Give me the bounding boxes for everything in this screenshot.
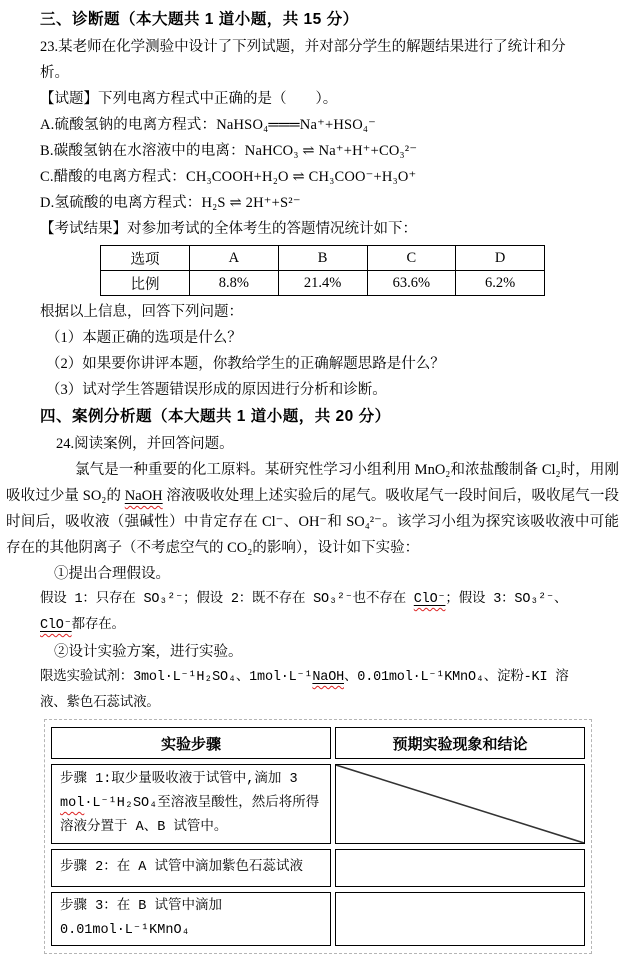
stats-header-cell: D bbox=[456, 246, 545, 271]
stats-value-row bbox=[101, 271, 545, 296]
underlined-term bbox=[414, 592, 446, 607]
exam-result-caption: 【考试结果】对参加考试的全体考生的答题情况统计如下： bbox=[40, 221, 417, 237]
diagonal-blank-cell bbox=[335, 764, 585, 844]
step-2-cell: 步骤 2：在 A 试管中滴加紫色石蕊试液 bbox=[51, 849, 331, 887]
spellcheck-naoh: NaOH bbox=[312, 670, 344, 685]
case-paragraph bbox=[6, 457, 619, 561]
spellcheck-mol: mol bbox=[60, 796, 85, 811]
expected-results-header: 预期实验现象和结论 bbox=[335, 727, 585, 759]
stats-value-cell: 21.4% bbox=[278, 271, 367, 296]
option-c: C.醋酸的电离方程式：CH₃COOH+H₂O ⇌ CH₃COO⁻+H₃O⁺ bbox=[40, 169, 417, 185]
experiment-table-wrapper bbox=[44, 719, 592, 954]
option-d: D.氢硫酸的电离方程式：H₂S ⇌ 2H⁺+S²⁻ bbox=[40, 195, 301, 211]
stats-value-cell: 8.8% bbox=[190, 271, 279, 296]
answer-stats-table bbox=[100, 245, 545, 296]
hypothesis-text: 都存在。 bbox=[71, 618, 125, 633]
stats-value-cell: 比例 bbox=[101, 271, 190, 296]
step-1-cell bbox=[51, 764, 331, 844]
experiment-row-1 bbox=[51, 764, 585, 844]
case-text: 溶液吸收处理上述实验后的尾气。吸收尾气一段时间后，吸收尾气一段时间后，吸收液（强碱性）中肯定存在 Cl⁻、OH⁻和 SO₄²⁻。该学习小组为探究该吸收液中可能存在的其他阴离子（不考虑空气的 CO₂的影响），设计如下实验： bbox=[6, 488, 619, 556]
underlined-term bbox=[312, 670, 344, 685]
experiment-row-3 bbox=[51, 892, 585, 946]
stats-header-cell: B bbox=[278, 246, 367, 271]
option-a: A.硫酸氢钠的电离方程式：NaHSO₄═══Na⁺+HSO₄⁻ bbox=[40, 117, 377, 133]
reagents-text: 限选实验试剂：3mol·L⁻¹H₂SO₄、1mol·L⁻¹ bbox=[40, 670, 313, 685]
question-24-intro: 24.阅读案例，并回答问题。 bbox=[56, 436, 234, 452]
blank-result-cell bbox=[335, 892, 585, 946]
diagonal-line bbox=[336, 765, 584, 843]
underlined-term bbox=[125, 488, 163, 504]
sub-question-2: （2）如果要你讲评本题，你教给学生的正确解题思路是什么？ bbox=[46, 356, 445, 372]
stats-header-cell: A bbox=[190, 246, 279, 271]
option-b: B.碳酸氢钠在水溶液中的电离：NaHCO₃ ⇌ Na⁺+H⁺+CO₃²⁻ bbox=[40, 143, 418, 159]
step-1-text: 步骤 1:取少量吸收液于试管中,滴加 3 bbox=[60, 772, 298, 787]
hypothesis-text: 假设 1：只存在 SO₃²⁻；假设 2：既不存在 SO₃²⁻也不存在 bbox=[40, 592, 414, 607]
experiment-steps-header: 实验步骤 bbox=[51, 727, 331, 759]
reagents-line bbox=[40, 665, 591, 717]
case-text: 氯气是一种重要的化工原料。某研究性学习小组利用 MnO₂和浓盐酸制备 Cl₂时，用刚吸收过少量 SO₂的 bbox=[6, 462, 619, 504]
stats-header-cell: 选项 bbox=[101, 246, 190, 271]
section-4-heading: 四、案例分析题（本大题共 1 道小题，共 20 分） bbox=[40, 408, 391, 425]
spellcheck-clo: ClO⁻ bbox=[40, 618, 72, 633]
stats-value-cell: 6.2% bbox=[456, 271, 545, 296]
question-23-intro: 23.某老师在化学测验中设计了下列试题，并对部分学生的解题结果进行了统计和分析。 bbox=[40, 39, 566, 81]
sub-question-3: （3）试对学生答题错误形成的原因进行分析和诊断。 bbox=[46, 382, 387, 398]
spellcheck-naoh: NaOH bbox=[124, 488, 163, 504]
experiment-header-row bbox=[51, 727, 585, 759]
sub-question-1: （1）本题正确的选项是什么？ bbox=[46, 330, 242, 346]
substep-1-label: ①提出合理假设。 bbox=[54, 566, 170, 582]
spellcheck-clo: ClO⁻ bbox=[413, 592, 446, 607]
stats-value-cell: 63.6% bbox=[367, 271, 456, 296]
blank-result-cell bbox=[335, 849, 585, 887]
step-1-text: ·L⁻¹H₂SO₄至溶液呈酸性，然后将所得溶液分置于 A、B 试管中。 bbox=[60, 796, 320, 835]
question-23-prompt: 【试题】下列电离方程式中正确的是（ ）。 bbox=[40, 91, 338, 107]
stats-header-cell: C bbox=[367, 246, 456, 271]
followup-text: 根据以上信息，回答下列问题： bbox=[40, 304, 243, 320]
section-3-heading: 三、诊断题（本大题共 1 道小题，共 15 分） bbox=[40, 11, 359, 28]
stats-header-row bbox=[101, 246, 545, 271]
substep-2-label: ②设计实验方案，进行实验。 bbox=[54, 644, 243, 660]
experiment-row-2 bbox=[51, 849, 585, 887]
hypothesis-text: ；假设 3：SO₃²⁻、 bbox=[445, 592, 568, 607]
reagents-text: 、0.01mol·L⁻¹KMnO₄、淀粉-KI 溶液、紫色石蕊试液。 bbox=[40, 670, 569, 711]
hypotheses-line bbox=[40, 587, 591, 639]
underlined-term bbox=[40, 618, 72, 633]
step-3-cell: 步骤 3：在 B 试管中滴加 0.01mol·L⁻¹KMnO₄ bbox=[51, 892, 331, 946]
experiment-table bbox=[47, 722, 589, 951]
